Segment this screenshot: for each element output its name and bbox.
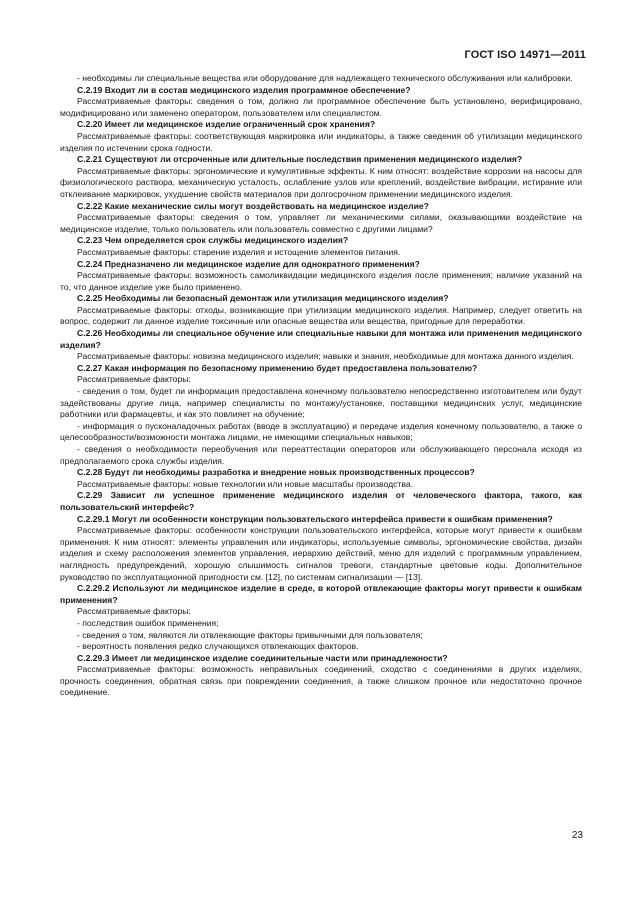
section-heading: C.2.28 Будут ли необходимы разработка и внедрение новых производственных процессов? xyxy=(77,467,475,478)
paragraph: - последствия ошибок применения; xyxy=(77,617,219,628)
paragraph: Рассматриваемые факторы: новые технологии или новые масштабы производства. xyxy=(77,478,413,489)
paragraph: - необходимы ли специальные вещества или оборудование для надлежащего технического обслуживания или калибровки. xyxy=(77,73,573,83)
section-heading: C.2.29 Зависит ли успешное применение медицинского изделия от человеческого фактора, такого, как пользовательский интерфейс? xyxy=(60,490,582,512)
section-heading: C.2.22 Какие механические силы могут воздействовать на медицинское изделие? xyxy=(77,200,429,211)
section-heading: C.2.21 Существуют ли отсроченные или длительные последствия применения медицинского изделия? xyxy=(77,154,523,165)
paragraph: Рассматриваемые факторы: xyxy=(77,374,191,385)
paragraph: - сведения о том, являются ли отвлекающие факторы привычными для пользователя; xyxy=(77,629,423,640)
section-heading: C.2.29.1 Могут ли особенности конструкции пользовательского интерфейса привести к ошибкам применения? xyxy=(77,513,553,524)
section-heading: C.2.19 Входит ли в состав медицинского изделия программное обеспечение? xyxy=(77,84,411,95)
paragraph: Рассматриваемые факторы: новизна медицинского изделия; навыки и знания, необходимые для монтажа данного изделия. xyxy=(77,351,574,362)
paragraph: Рассматриваемые факторы: соответствующая маркировка или индикаторы, а также сведения об утилизации медицинского изделия по истечении срока годности. xyxy=(60,130,582,153)
paragraph: Рассматриваемые факторы: xyxy=(77,606,191,617)
paragraph: Рассматриваемые факторы: сведения о том, должно ли программное обеспечение быть установлено, верифицировано, модифицировано или заменено оператором, пользователем или специалистом. xyxy=(60,96,582,118)
paragraph: Рассматриваемые факторы: эргономические и кумулятивные эффекты. К ним относят: воздействие коррозии на насосы для физиологического раствора, механическую усталость, ослабление узлов или креплений, воздействие вибрации, истирание или отклеивание маркировок, ухудшение свойств материалов при долгосрочном применении медицинского изделия. xyxy=(60,165,582,199)
paragraph: Рассматриваемые факторы: особенности конструкции пользовательского интерфейса, которые могут привести к ошибкам применения. К ним относят: элементы управления или индикаторы, используемые символы, эргономические свойства, дизайн изделия и схему расположения элементов управления, иерархию действий, меню для изделий с программным управлением, наглядность предупреждений, хорошую слышимость сигналов тревоги, стандартные цветовые коды. Дополнительное руководство по эксплуатационной пригодности см. [12], по системам сигнализации — [13]. xyxy=(60,525,582,582)
document-body xyxy=(60,73,582,699)
section-heading: C.2.27 Какая информация по безопасному применению будет предоставлена пользователю? xyxy=(77,362,478,373)
paragraph: - сведения о том, будет ли информация предоставлена конечному пользователю непосредственно изготовителем или будут задействованы другие лица, например специалисты по монтажу/установке, поставщики медицинских услуг, медицинские работники или фармацевты, и как это повлияет на обучение; xyxy=(60,386,582,420)
section-heading: C.2.24 Предназначено ли медицинское изделие для однократного применения? xyxy=(77,258,420,269)
document-code: ГОСТ ISO 14971—2011 xyxy=(464,49,586,61)
section-heading: C.2.26 Необходимы ли специальное обучение или специальные навыки для монтажа или применения медицинского изделия? xyxy=(60,328,582,350)
paragraph: Рассматриваемые факторы: отходы, возникающие при утилизации медицинского изделия. Например, следует ответить на вопрос, содержит ли данное изделие токсичные или опасные вещества или вещества, пригодные для переработки. xyxy=(60,304,582,327)
paragraph: Рассматриваемые факторы: сведения о том, управляет ли механическими силами, оказывающими воздействие на медицинское изделие, только пользователь или пользователь совместно с другими лицами? xyxy=(60,212,582,234)
section-heading: C.2.20 Имеет ли медицинское изделие ограниченный срок хранения? xyxy=(77,119,376,130)
paragraph: - информация о пусконаладочных работах (вводе в эксплуатацию) и передаче изделия конечному пользователю, а также о целесообразности/возможности монтажа лицами, не имеющими специальных навыков; xyxy=(60,420,582,443)
section-heading: C.2.29.2 Используют ли медицинское изделие в среде, в которой отвлекающие факторы могут привести к ошибкам применения? xyxy=(60,583,582,605)
section-heading: C.2.23 Чем определяется срок службы медицинского изделия? xyxy=(77,235,349,246)
paragraph: Рассматриваемые факторы: старение изделия и истощение элементов питания. xyxy=(77,246,401,257)
section-heading: C.2.29.3 Имеет ли медицинское изделие соединительные части или принадлежности? xyxy=(77,652,448,663)
paragraph: Рассматриваемые факторы: возможность неправильных соединений, сходство с соединениями в других изделиях, прочность соединения, обратная связь при повреждении соединения, а также слишком прочное или недостаточно прочное соединение. xyxy=(60,664,582,698)
section-heading: C.2.25 Необходимы ли безопасный демонтаж или утилизация медицинского изделия? xyxy=(77,293,449,304)
paragraph: Рассматриваемые факторы: возможность самоликвидации медицинского изделия после применения; наличие указаний на то, что данное изделие уже было применено. xyxy=(60,270,582,292)
page-number: 23 xyxy=(571,830,583,841)
paragraph: - сведения о необходимости переобучения или переаттестации операторов или обслуживающего персонала исходя из предполагаемого срока службы изделия. xyxy=(60,444,582,466)
paragraph: - вероятность появления редко случающихся отвлекающих факторов. xyxy=(77,641,359,652)
